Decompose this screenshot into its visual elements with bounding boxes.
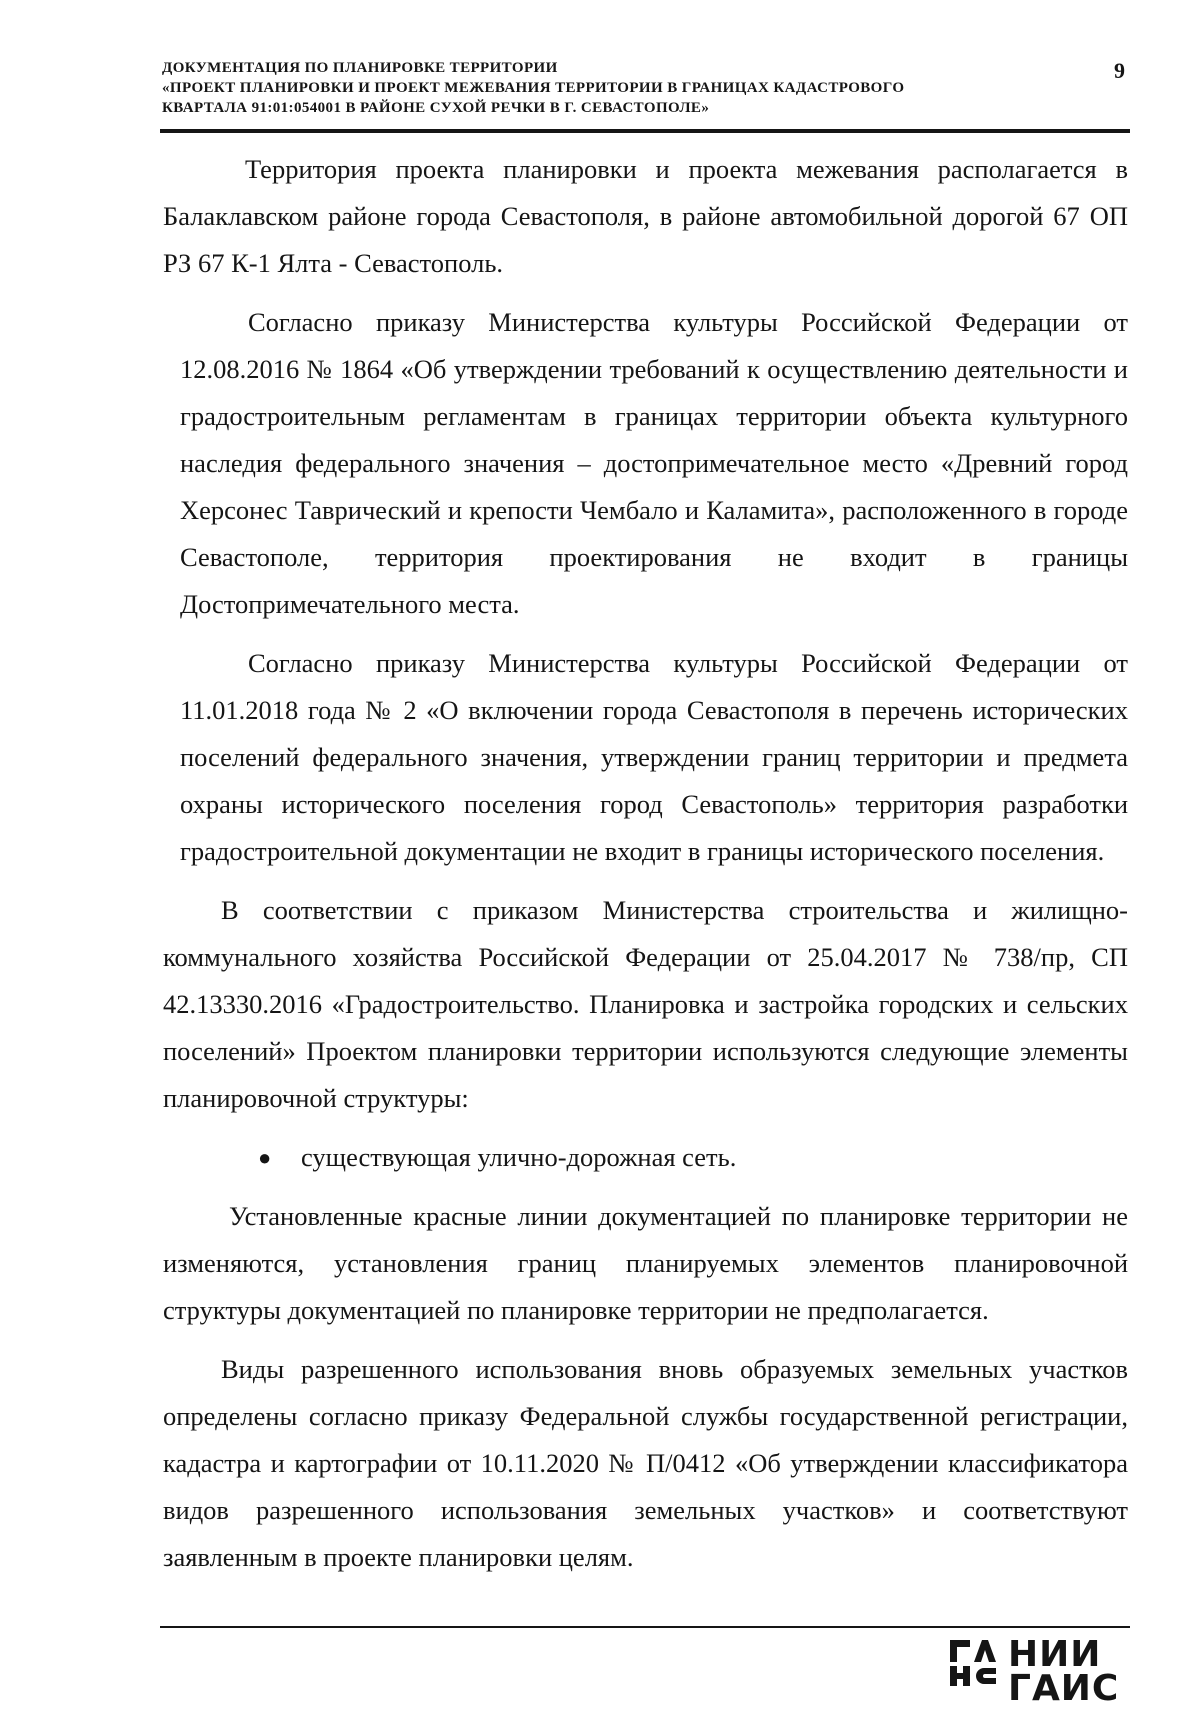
header-line-1: ДОКУМЕНТАЦИЯ ПО ПЛАНИРОВКЕ ТЕРРИТОРИИ <box>162 60 558 76</box>
bullet-icon: ● <box>258 1145 272 1170</box>
paragraph-culture-order-2: Согласно приказу Министерства культуры Российской Федерации от 11.01.2018 года № 2 «О включении города Севастополя в перечень исторических поселений федерального значения, утверждении границ территории и предмета охраны исторического поселения город Севастополь» территория разработки градостроительной документации не входит в границы исторического поселения. <box>180 648 1128 866</box>
header-line-3: КВАРТАЛА 91:01:054001 В РАЙОНЕ СУХОЙ РЕЧКИ В Г. СЕВАСТОПОЛЕ» <box>162 100 710 116</box>
header-line-2: «ПРОЕКТ ПЛАНИРОВКИ И ПРОЕКТ МЕЖЕВАНИЯ ТЕРРИТОРИИ В ГРАНИЦАХ КАДАСТРОВОГО <box>162 80 905 96</box>
paragraph-culture-order-1864: Согласно приказу Министерства культуры Российской Федерации от 12.08.2016 № 1864 «Об утверждении требований к осуществлению деятельности и градостроительным регламентам в границах территории объекта культурного наследия федерального значения – достопримечательное место «Древний город Херсонес Таврический и крепости Чембало и Каламита», расположенного в городе Севастополе, территория проектирования не входит в границы Достопримечательного места. <box>180 307 1128 619</box>
document-header <box>162 58 1042 118</box>
document-body <box>163 146 1128 1581</box>
bullet-text: существующая улично-дорожная сеть. <box>301 1142 737 1172</box>
logo-mark-icon <box>948 1638 1004 1694</box>
paragraph-construction-order: В соответствии с приказом Министерства строительства и жилищно-коммунального хозяйства Российской Федерации от 25.04.2017 № 738/пр, СП 42.13330.2016 «Градостроительство. Планировка и застройка городских и сельских поселений» Проектом планировки территории используются следующие элементы планировочной структуры: <box>163 895 1128 1113</box>
footer-rule <box>160 1626 1130 1628</box>
list-item <box>163 1134 1128 1181</box>
paragraph-territory: Территория проекта планировки и проекта межевания располагается в Балаклавском районе города Севастополя, в районе автомобильной дорогой 67 ОП РЗ 67 К-1 Ялта - Севастополь. <box>163 154 1128 278</box>
header-rule <box>160 129 1130 133</box>
niigais-logo-icon <box>948 1634 1138 1709</box>
paragraph-land-use: Виды разрешенного использования вновь образуемых земельных участков определены согласно приказу Федеральной службы государственной регистрации, кадастра и картографии от 10.11.2020 № П/0412 «Об утверждении классификатора видов разрешенного использования земельных участков» и соответствуют заявленным в проекте планировки целям. <box>163 1354 1128 1572</box>
logo-line-2: ГАИС <box>1008 1668 1120 1709</box>
logo-line-1: НИИ <box>1008 1634 1102 1675</box>
paragraph-red-lines: Установленные красные линии документацией по планировке территории не изменяются, установления границ планируемых элементов планировочной структуры документацией по планировке территории не предполагается. <box>163 1201 1128 1325</box>
page-number: 9 <box>1114 58 1125 83</box>
